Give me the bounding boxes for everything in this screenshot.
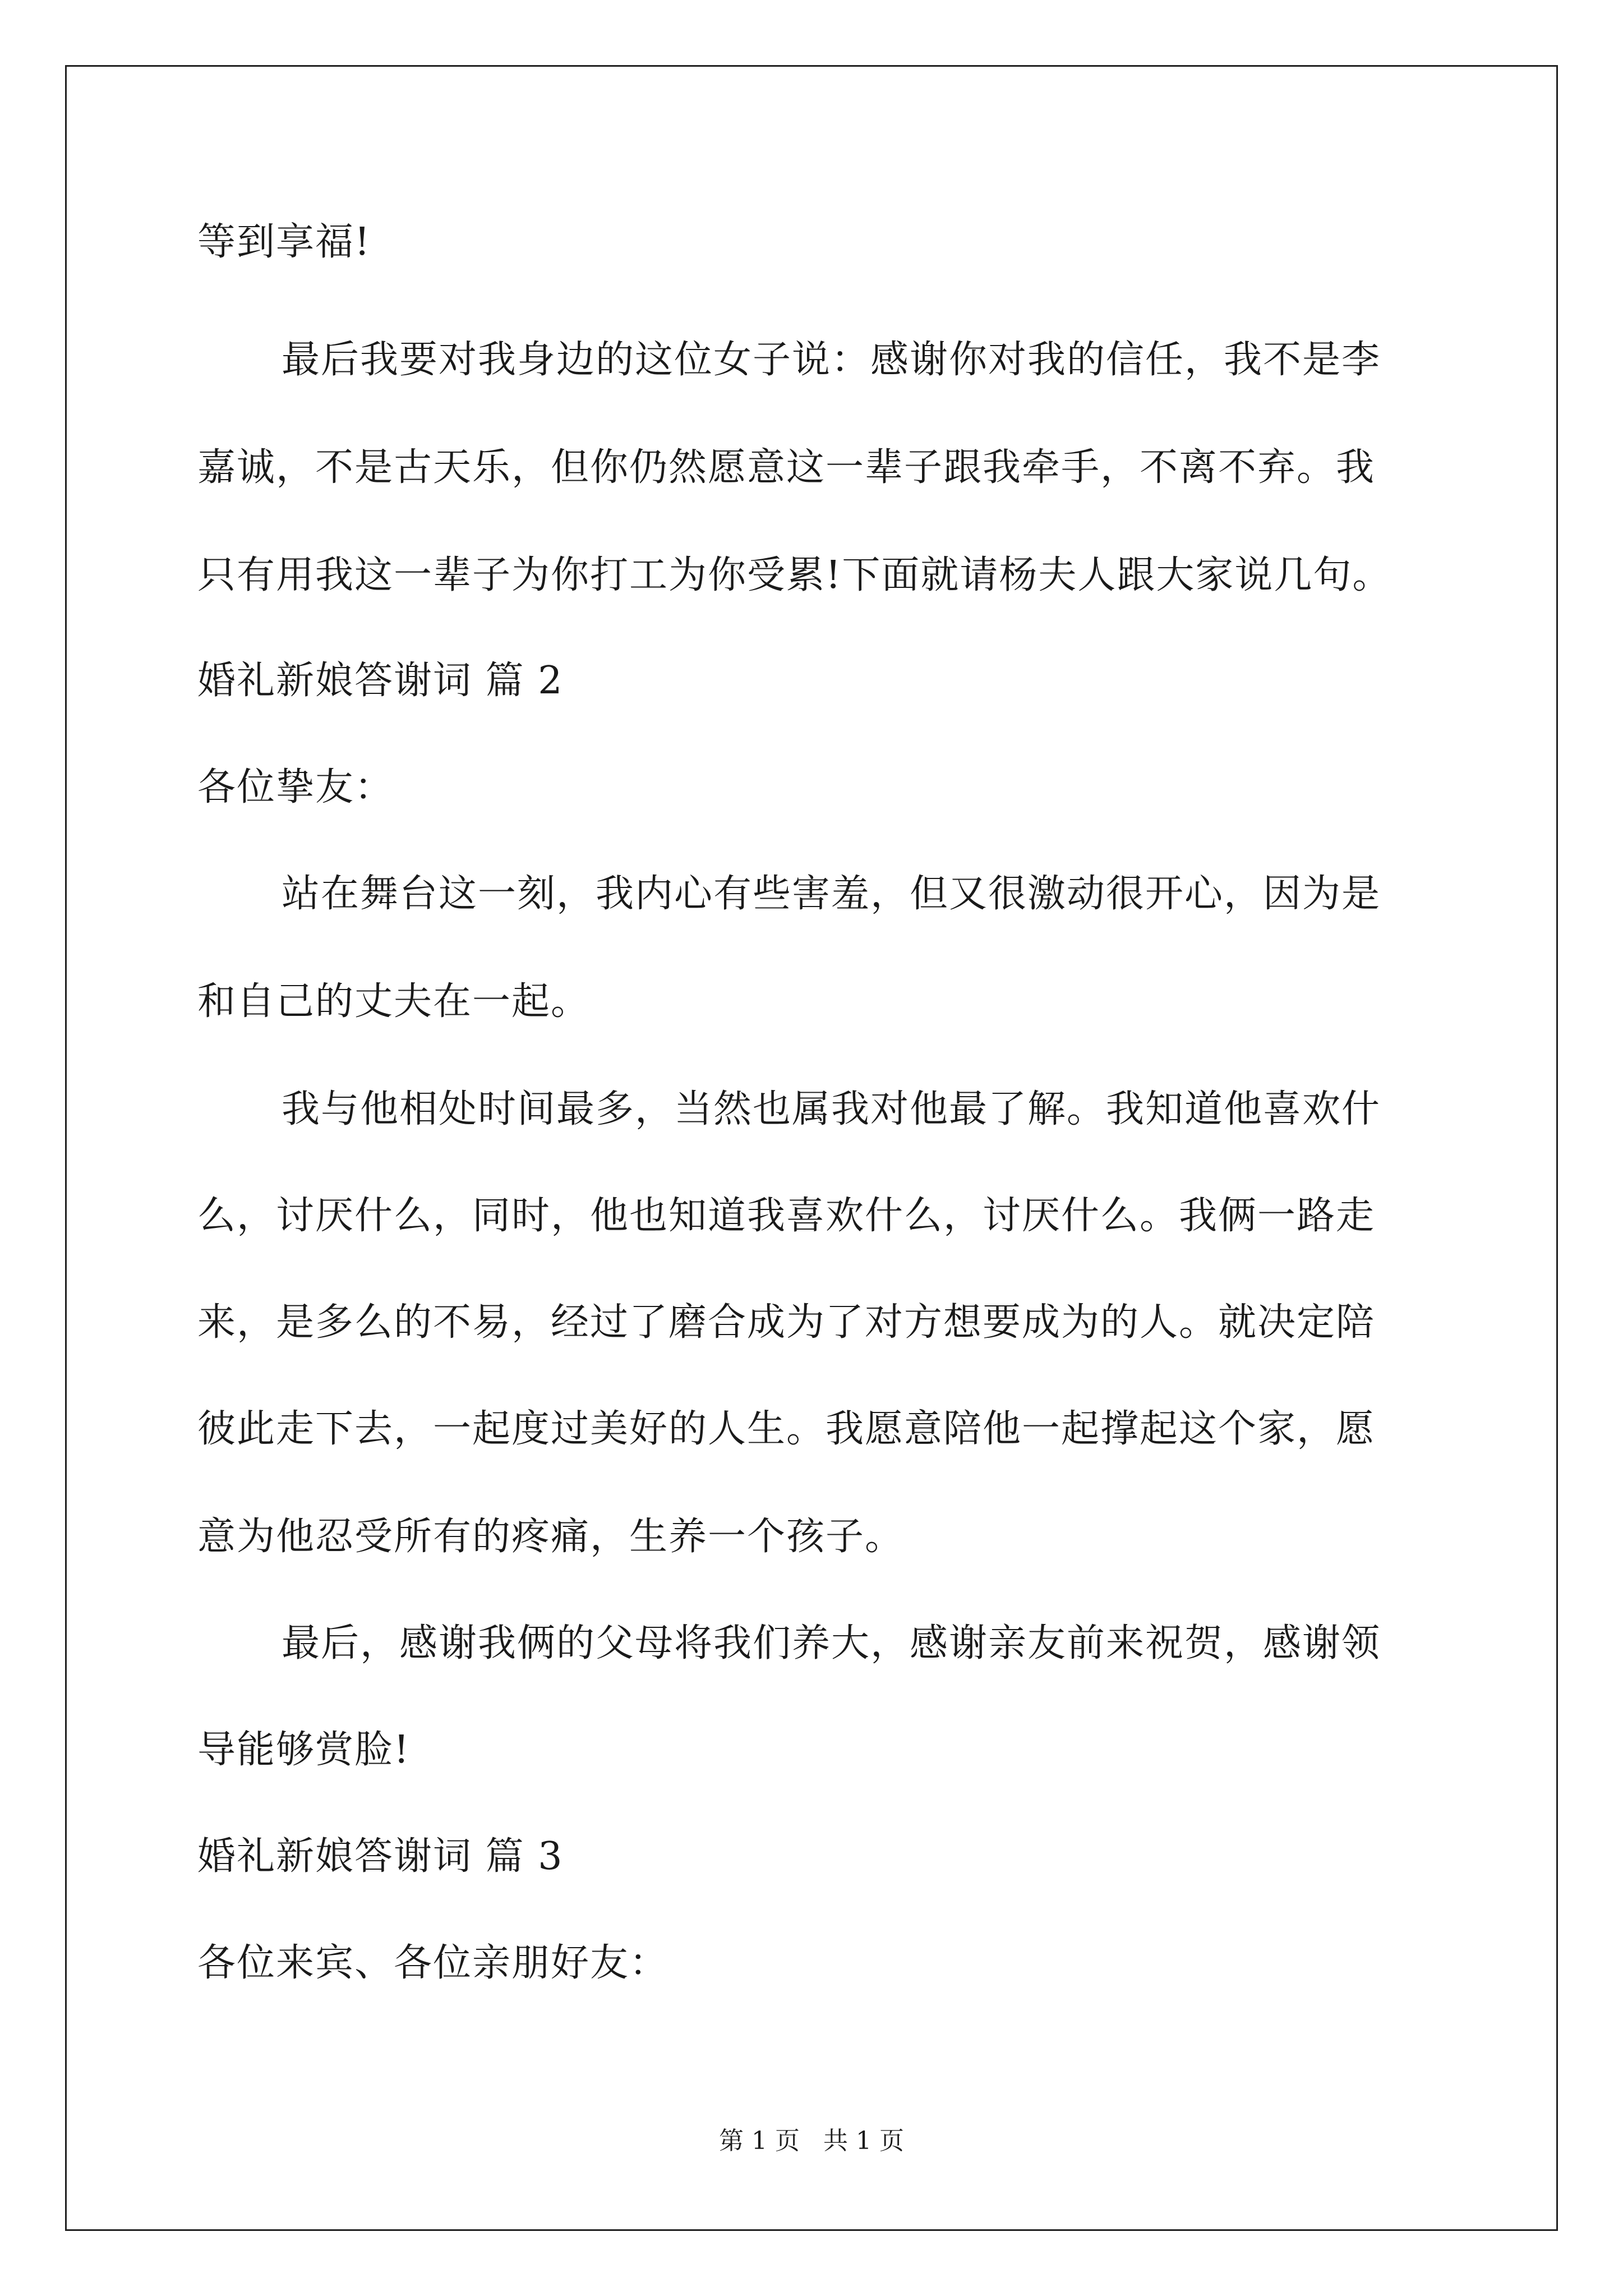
paragraph-line: 我与他相处时间最多，当然也属我对他最了解。我知道他喜欢什: [282, 1087, 1381, 1131]
salutation: 各位挚友：: [197, 765, 394, 809]
paragraph-line: 最后我要对我身边的这位女子说：感谢你对我的信任，我不是李: [282, 338, 1381, 382]
paragraph-line: 意为他忍受所有的疼痛，生养一个孩子。: [197, 1515, 905, 1559]
page-border: [65, 65, 1558, 2231]
section-heading: 婚礼新娘答谢词 篇 2: [197, 659, 564, 703]
paragraph-line: 和自己的丈夫在一起。: [197, 979, 591, 1024]
paragraph-line: 站在舞台这一刻，我内心有些害羞，但又很激动很开心，因为是: [282, 872, 1381, 916]
paragraph-line: 嘉诚，不是古天乐，但你仍然愿意这一辈子跟我牵手，不离不弃。我: [197, 445, 1376, 490]
paragraph-line: 等到享福!: [197, 220, 371, 264]
paragraph-line: 来，是多么的不易，经过了磨合成为了对方想要成为的人。就决定陪: [197, 1300, 1376, 1345]
page-footer: 第 1 页 共 1 页: [719, 2127, 904, 2155]
paragraph-line: 么，讨厌什么，同时，他也知道我喜欢什么，讨厌什么。我俩一路走: [197, 1194, 1376, 1238]
paragraph-line: 导能够赏脸!: [197, 1728, 411, 1772]
paragraph-line: 彼此走下去，一起度过美好的人生。我愿意陪他一起撑起这个家，愿: [197, 1407, 1376, 1451]
salutation: 各位来宾、各位亲朋好友：: [197, 1941, 669, 1985]
paragraph-line: 最后，感谢我俩的父母将我们养大，感谢亲友前来祝贺，感谢领: [282, 1621, 1381, 1665]
paragraph-line: 只有用我这一辈子为你打工为你受累!下面就请杨夫人跟大家说几句。: [197, 553, 1392, 597]
section-heading: 婚礼新娘答谢词 篇 3: [197, 1834, 564, 1879]
